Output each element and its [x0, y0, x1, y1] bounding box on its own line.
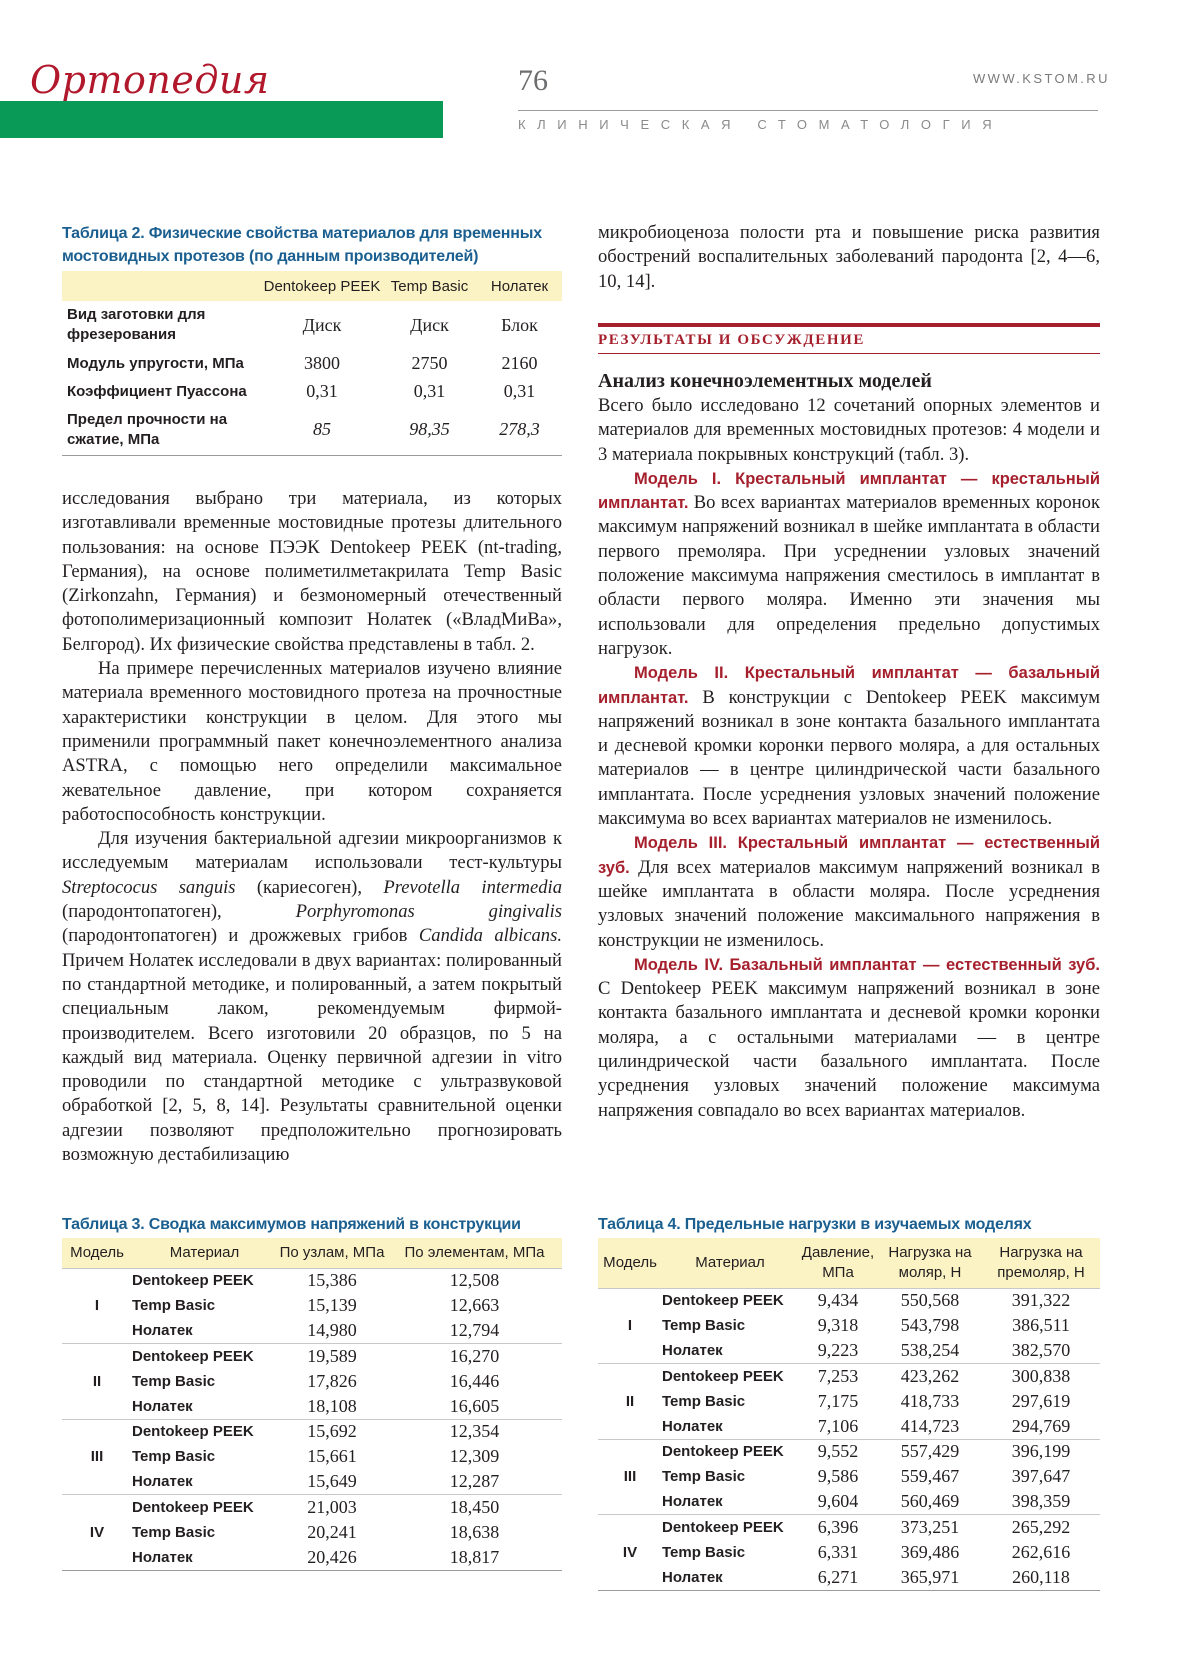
table3-material-cell: Нолатек [132, 1322, 193, 1340]
table4-value-cell: 9,604 [817, 1491, 859, 1512]
table4-row [598, 1439, 1100, 1464]
table2-cell: Диск [302, 314, 342, 335]
table2-cell: 2160 [501, 352, 538, 373]
table2-row [62, 405, 562, 455]
table3-material-cell: Dentokeep PEEK [132, 1272, 254, 1290]
table4-value-cell: 369,486 [900, 1541, 960, 1562]
table2-row [62, 349, 562, 377]
table4-material-cell: Dentokeep PEEK [662, 1443, 784, 1461]
table4-caption: Таблица 4. Предельные нагрузки в изучаемых моделях [598, 1216, 1032, 1233]
table3-row [62, 1293, 562, 1318]
table4-row [598, 1364, 1100, 1389]
paragraph [598, 661, 1100, 831]
table4-row [598, 1464, 1100, 1489]
table4-value-cell: 9,586 [817, 1466, 859, 1487]
table3-model-cell: I [94, 1297, 100, 1315]
table4-value-cell: 550,568 [900, 1290, 960, 1311]
text-span: Причем Нолатек исследовали в двух вариантах: полированный по стандартной методике, и полированный, а затем покрытый специальным лаком, рекомендуемым фирмой-производителем. Всего изготовили 20 образцов, по 5 на каждый вид материала. Оценку первичной адгезии in vitro проводили по стандартной методике с ультразвуковой обработкой [2, 5, 8, 14]. Результаты сравнительной оценки адгезии позволяют предположительно прогнозировать возможную дестабилизацию [62, 949, 562, 1166]
table4-value-cell: 9,552 [817, 1441, 859, 1462]
table4-row [598, 1414, 1100, 1439]
text-span: Для изучения бактериальной адгезии микроорганизмов к исследуемым материалам использовали тест-культуры [62, 828, 562, 874]
table3-row [62, 1444, 562, 1469]
table2-row [62, 377, 562, 405]
table4-value-cell: 260,118 [1012, 1566, 1070, 1587]
table4-value-cell: 543,798 [900, 1315, 960, 1336]
section-rule [598, 353, 1100, 354]
table2-row-label: Модуль упругости, МПа [67, 354, 244, 372]
table2-header-row [62, 271, 562, 301]
table4-model-cell: III [623, 1468, 637, 1486]
table3-value-cell: 20,241 [307, 1521, 357, 1542]
table3-value-cell: 15,649 [307, 1471, 357, 1492]
table3-value-cell: 12,354 [449, 1421, 500, 1442]
table4-value-cell: 557,429 [900, 1441, 960, 1462]
table3-value-cell: 16,270 [449, 1345, 500, 1366]
table4-value-cell: 538,254 [900, 1340, 960, 1361]
table3-row [62, 1344, 562, 1369]
table4-material-cell: Dentokeep PEEK [662, 1367, 784, 1385]
table2-row-label: Предел прочности на сжатие, МПа [67, 410, 228, 448]
table4-material-cell: Нолатек [662, 1417, 723, 1435]
table3-row [62, 1545, 562, 1570]
table4-value-cell: 391,322 [1011, 1290, 1071, 1311]
table3-value-cell: 15,661 [307, 1446, 357, 1467]
table3-material-cell: Temp Basic [132, 1297, 216, 1315]
model-heading: Модель II. Крестальный имплантат — базальный имплантат. [598, 664, 1100, 707]
table3-value-cell: 12,508 [449, 1270, 500, 1291]
table4-value-cell: 294,769 [1011, 1415, 1071, 1436]
table2-header-cell: Нолатек [490, 277, 549, 295]
table2-cell: 2750 [411, 352, 448, 373]
table4-value-cell: 6,331 [817, 1541, 859, 1562]
table3-value-cell: 19,589 [307, 1345, 357, 1366]
paragraph [598, 467, 1100, 661]
left-column [62, 487, 562, 1167]
table4-row [598, 1540, 1100, 1565]
table4-value-cell: 265,292 [1011, 1517, 1071, 1538]
table2-cell: 85 [313, 419, 331, 440]
table3-material-cell: Dentokeep PEEK [132, 1347, 254, 1365]
table4-material-cell: Нолатек [662, 1568, 723, 1586]
table4-value-cell: 414,723 [900, 1415, 960, 1436]
table4-value-cell: 7,106 [817, 1415, 859, 1436]
table2-header-cell: Temp Basic [390, 277, 469, 295]
table4-value-cell: 396,199 [1011, 1441, 1071, 1462]
species-name: Streptococus sanguis [62, 876, 236, 898]
header-band [0, 101, 443, 138]
table3-value-cell: 12,794 [449, 1320, 500, 1341]
text-span: Для всех материалов максимум напряжений возникал в шейке имплантата в области моляра. После усреднения узловых значений положение максимального напряжения в конструкции не изменилось. [598, 856, 1100, 951]
table2-cell: 278,3 [499, 419, 540, 440]
table4-row [598, 1515, 1100, 1540]
table2-cell: 98,35 [409, 419, 450, 440]
table4-value-cell: 397,647 [1011, 1466, 1071, 1487]
table4-model-cell: IV [622, 1543, 638, 1561]
paragraph: Всего было исследовано 12 сочетаний опорных элементов и материалов для временных мостовидных протезов: 4 модели и 3 материала покрывных конструкций (табл. 3). [598, 395, 1100, 465]
table4-value-cell: 382,570 [1011, 1340, 1071, 1361]
table3-value-cell: 12,309 [449, 1446, 500, 1467]
table3-row [62, 1394, 562, 1419]
table4-material-cell: Dentokeep PEEK [662, 1519, 784, 1537]
header-rule [518, 110, 1098, 111]
section-logo: Ортопедия [30, 58, 270, 102]
text-span: (пародонтопатоген) и дрожжевых грибов [62, 925, 419, 947]
table3-header-cell: По узлам, МПа [279, 1244, 385, 1262]
paragraph: исследования выбрано три материала, из которых изготавливали временные мостовидные протезы длительного пользования: на основе ПЭЭК Dentokeep PEEK (nt-trading, Германия), на основе полиметилметакрилата Temp Basic (Zirkonzahn, Германия) и безмономерный отечественный фотополимеризационный композит Нолатек («ВладМиВа», Белгород). Их физические свойства представлены в табл. 2. [62, 488, 562, 655]
table2-row-label: Вид заготовки для фрезерования [67, 306, 206, 343]
table4-row [598, 1389, 1100, 1414]
table4-material-cell: Temp Basic [662, 1392, 746, 1410]
table4-value-cell: 9,318 [817, 1315, 859, 1336]
table2-cell: 0,31 [306, 380, 338, 401]
table2 [62, 271, 562, 456]
table4-value-cell: 423,262 [900, 1365, 960, 1386]
section-title: РЕЗУЛЬТАТЫ И ОБСУЖДЕНИЕ [598, 332, 865, 348]
table4-value-cell: 6,396 [817, 1517, 859, 1538]
table2-cell: 0,31 [503, 380, 536, 401]
model-heading: Модель III. Крестальный имплантат — естественный зуб. [598, 834, 1100, 877]
table3-value-cell: 14,980 [307, 1320, 357, 1341]
table4-header-cell: Нагрузка на моляр, Н [888, 1243, 972, 1281]
table3-value-cell: 18,450 [449, 1497, 500, 1518]
table2-cell: Диск [410, 314, 449, 335]
table4-header-cell: Нагрузка на премоляр, Н [997, 1243, 1085, 1281]
table4-header-cell: Давление, МПа [801, 1243, 875, 1281]
table4 [598, 1238, 1100, 1591]
table4-value-cell: 297,619 [1011, 1390, 1071, 1411]
table3-row [62, 1318, 562, 1343]
table2-cell: 0,31 [413, 380, 446, 401]
table3-row [62, 1268, 562, 1293]
table4-row [598, 1313, 1100, 1338]
table2-cell: Блок [501, 314, 538, 335]
table3-value-cell: 18,108 [307, 1395, 357, 1416]
table3-material-cell: Dentokeep PEEK [132, 1423, 254, 1441]
table3-header-cell: Модель [70, 1244, 124, 1262]
text-span: В конструкции с Dentokeep PEEK максимум напряжений возникал в зоне контакта базального имплантата и десневой кромки коронки первого моляра, а для остальных материалов — в центре цилиндрической части базального имплантата. После усреднения узловых значений положение максимума во всех вариантах материалов не изменилось. [598, 686, 1100, 830]
table3-header-cell: По элементам, МПа [404, 1244, 545, 1262]
paragraph: На примере перечисленных материалов изучено влияние материала временного мостовидного протеза на прочностные характеристики конструкции в целом. Для этого мы применили программный пакет конечноэлементного анализа ASTRA, с помощью него определили максимальное жевательное давление, при котором сохраняется работоспособность конструкции. [62, 658, 562, 825]
table3-value-cell: 18,638 [449, 1521, 500, 1542]
table3-model-cell: III [90, 1448, 104, 1466]
table3-model-cell: IV [89, 1523, 105, 1541]
table3-row [62, 1520, 562, 1545]
table4-material-cell: Temp Basic [662, 1543, 746, 1561]
table4-value-cell: 418,733 [900, 1390, 960, 1411]
subheading: Анализ конечноэлементных моделей [598, 370, 932, 392]
table4-material-cell: Нолатек [662, 1342, 723, 1360]
table2-caption: Таблица 2. Физические свойства материалов для временных мостовидных протезов (по данным производителей) [62, 225, 542, 265]
table4-value-cell: 398,359 [1011, 1491, 1071, 1512]
species-name: Prevotella intermedia [383, 876, 562, 898]
table4-value-cell: 373,251 [900, 1517, 960, 1538]
text-span: С Dentokeep PEEK максимум напряжений возникал в зоне контакта базального имплантата и десневой кромки коронки моляра, а с остальными материалами — в центре цилиндрической части базального имплантата. После усреднения узловых значений положение максимума напряжения совпадало во всех вариантах материалов. [598, 978, 1100, 1121]
table3-value-cell: 18,817 [449, 1546, 500, 1567]
table2-row [62, 301, 562, 349]
section-header [598, 323, 1100, 354]
table4-value-cell: 6,271 [817, 1566, 859, 1587]
model-heading: Модель I. Крестальный имплантат — крестальный имплантат. [598, 469, 1100, 513]
table4-material-cell: Dentokeep PEEK [662, 1292, 784, 1310]
table4-value-cell: 9,223 [817, 1340, 859, 1361]
table3-material-cell: Temp Basic [132, 1448, 216, 1466]
table3-value-cell: 16,605 [449, 1395, 500, 1416]
table4-row [598, 1288, 1100, 1313]
table3-row [62, 1369, 562, 1394]
model-heading: Модель IV. Базальный имплантат — естественный зуб. [634, 955, 1100, 974]
table4-value-cell: 365,971 [900, 1566, 960, 1587]
table3-value-cell: 12,663 [449, 1295, 500, 1316]
table3-value-cell: 15,692 [307, 1421, 357, 1442]
paragraph [598, 831, 1100, 952]
text-span: (кариесоген), [235, 876, 384, 898]
table4-material-cell: Temp Basic [662, 1317, 746, 1335]
table3-value-cell: 20,426 [307, 1546, 357, 1567]
text-span: Во всех вариантах материалов временных коронок максимум напряжений возникал в шейке имплантата в области первого премоляра. При усреднении узловых значений положение максимума напряжения сместилось в имплантат в области первого моляра. Именно эти значения мы использовали для определения предельно допустимых нагрузок. [598, 492, 1100, 659]
table3-value-cell: 21,003 [307, 1497, 357, 1518]
table4-header-cell: Материал [695, 1253, 765, 1271]
table3-header-cell: Материал [169, 1244, 240, 1262]
table3-material-cell: Temp Basic [132, 1372, 216, 1390]
table4-model-cell: I [627, 1317, 633, 1335]
table4-value-cell: 262,616 [1011, 1541, 1071, 1562]
table2-cell: 3800 [304, 352, 340, 373]
table3 [62, 1238, 562, 1571]
table4-model-cell: II [625, 1392, 635, 1410]
table4-row [598, 1338, 1100, 1363]
table2-header-cell [62, 271, 262, 301]
table3-caption: Таблица 3. Сводка максимумов напряжений в конструкции [62, 1216, 521, 1233]
table4-value-cell: 559,467 [900, 1466, 960, 1487]
table3-header-row [62, 1238, 562, 1268]
table4-value-cell: 7,175 [817, 1390, 859, 1411]
table3-row [62, 1495, 562, 1520]
page-number: 76 [518, 64, 548, 97]
table3-value-cell: 17,826 [307, 1370, 357, 1391]
website-link[interactable]: WWW.KSTOM.RU [973, 71, 1110, 86]
table4-material-cell: Temp Basic [662, 1468, 746, 1486]
table3-row [62, 1470, 562, 1495]
right-intro: микробиоценоза полости рта и повышение риска развития обострений воспалительных заболеваний пародонта [2, 4—6, 10, 14]. [598, 222, 1100, 292]
table3-row [62, 1419, 562, 1444]
table4-header-row [598, 1238, 1100, 1288]
species-name: Candida albicans. [418, 925, 562, 947]
table4-value-cell: 9,434 [817, 1290, 859, 1311]
table3-material-cell: Temp Basic [132, 1523, 216, 1541]
paragraph [598, 953, 1100, 1123]
table3-value-cell: 16,446 [449, 1370, 500, 1391]
journal-name: КЛИНИЧЕСКАЯ СТОМАТОЛОГИЯ [518, 117, 1004, 132]
table3-value-cell: 15,386 [307, 1270, 357, 1291]
table3-value-cell: 12,287 [449, 1471, 500, 1492]
table3-model-cell: II [92, 1372, 102, 1390]
table2-header-cell: Dentokeep PEEK [263, 277, 381, 295]
table3-material-cell: Нолатек [132, 1397, 193, 1415]
table4-value-cell: 7,253 [817, 1365, 859, 1386]
table4-header-cell: Модель [603, 1253, 657, 1271]
table3-material-cell: Dentokeep PEEK [132, 1499, 254, 1517]
table2-row-label: Коэффициент Пуассона [67, 382, 247, 400]
table3-material-cell: Нолатек [132, 1473, 193, 1491]
table4-row [598, 1565, 1100, 1590]
table3-value-cell: 15,139 [307, 1295, 357, 1316]
table4-row [598, 1490, 1100, 1515]
table4-material-cell: Нолатек [662, 1493, 723, 1511]
right-column [598, 394, 1100, 1123]
text-span: (пародонтопатоген), [62, 901, 296, 923]
table4-value-cell: 560,469 [900, 1491, 960, 1512]
paragraph [62, 827, 562, 1167]
species-name: Porphyromonas gingivalis [295, 901, 562, 923]
table3-material-cell: Нолатек [132, 1548, 193, 1566]
table4-value-cell: 300,838 [1011, 1365, 1071, 1386]
table4-value-cell: 386,511 [1012, 1315, 1070, 1336]
